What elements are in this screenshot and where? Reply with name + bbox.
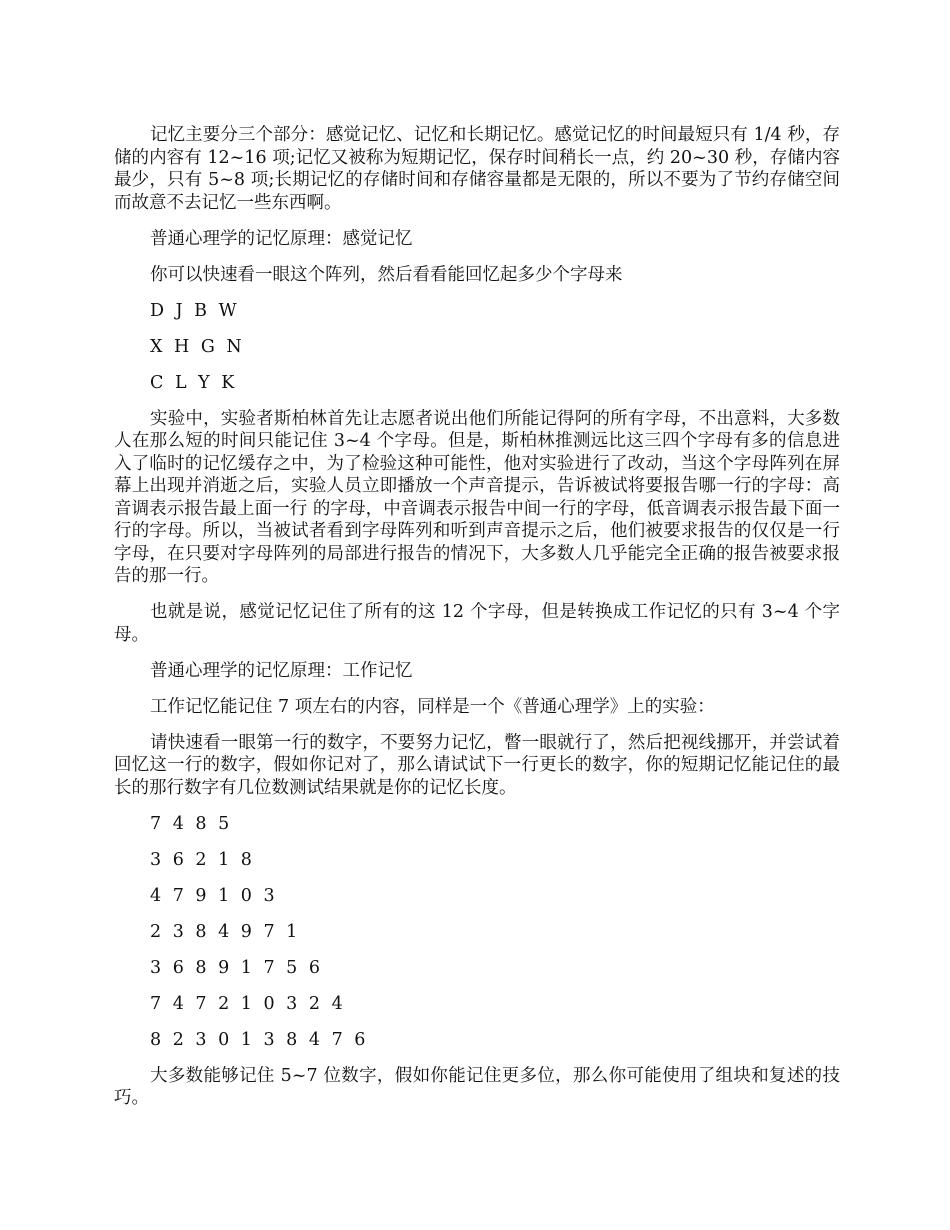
paragraph-working-memory-intro: 工作记忆能记住 7 项左右的内容，同样是一个《普通心理学》上的实验： [150,696,715,717]
paragraph-digit-instructions: 请快速看一眼第一行的数字，不要努力记忆，瞥一眼就行了，然后把视线挪开，并尝试着回忆这一行的数字，假如你记对了，那么请试试下一行更长的数字，你的短期记忆能记住的最长的那行数字有几位数测试结果就是你的记忆长度。 [114,732,840,798]
digit-row: 7 4 8 5 [150,813,233,834]
digit-row: 8 2 3 0 1 3 8 4 7 6 [150,1029,369,1050]
paragraph-memory-overview: 记忆主要分三个部分：感觉记忆、记忆和长期记忆。感觉记忆的时间最短只有 1/4 秒，存储的内容有 12~16 项;记忆又被称为短期记忆，保存时间稍长一点，约 20~30 秒，存储内容最少，只有 5~8 项;长期记忆的存储时间和存储容量都是无限的，所以不要为了节约存储空间而故意不去记忆一些东西啊。 [114,125,840,213]
digit-row: 3 6 8 9 1 7 5 6 [150,957,324,978]
digit-row: 7 4 7 2 1 0 3 2 4 [150,993,346,1014]
letter-row: C L Y K [150,372,238,393]
letter-row: D J B W [150,300,240,321]
letter-row: X H G N [150,336,245,357]
heading-sensory-memory: 普通心理学的记忆原理：感觉记忆 [150,228,413,249]
paragraph-letter-prompt: 你可以快速看一眼这个阵列，然后看看能回忆起多少个字母来 [150,264,623,285]
digit-row: 4 7 9 1 0 3 [150,885,278,906]
digit-row: 2 3 8 4 9 7 1 [150,921,301,942]
paragraph-sensory-conclusion: 也就是说，感觉记忆记住了所有的这 12 个字母，但是转换成工作记忆的只有 3~4 个字母。 [114,602,840,645]
paragraph-sperling-experiment: 实验中，实验者斯柏林首先让志愿者说出他们所能记得阿的所有字母，不出意料，大多数人在那么短的时间只能记住 3~4 个字母。但是，斯柏林推测远比这三四个字母有多的信息进入了临时的记忆缓存之中，为了检验这种可能性，他对实验进行了改动，当这个字母阵列在屏幕上出现并消逝之后，实验人员立即播放一个声音提示，告诉被试将要报告哪一行的字母：高音调表示报告最上面一行 的字母，中音调表示报告中间一行的字母，低音调表示报告最下面一行的字母。所以，当被试者看到字母阵列和听到声音提示之后，他们被要求报告的仅仅是一行字母，在只要对字母阵列的局部进行报告的情况下，大多数人几乎能完全正确的报告被要求报告的那一行。 [114,408,840,586]
heading-working-memory: 普通心理学的记忆原理：工作记忆 [150,660,413,681]
paragraph-digit-conclusion: 大多数能够记住 5~7 位数字，假如你能记住更多位，那么你可能使用了组块和复述的技巧。 [114,1065,840,1108]
digit-row: 3 6 2 1 8 [150,849,255,870]
document-body [114,124,840,1123]
